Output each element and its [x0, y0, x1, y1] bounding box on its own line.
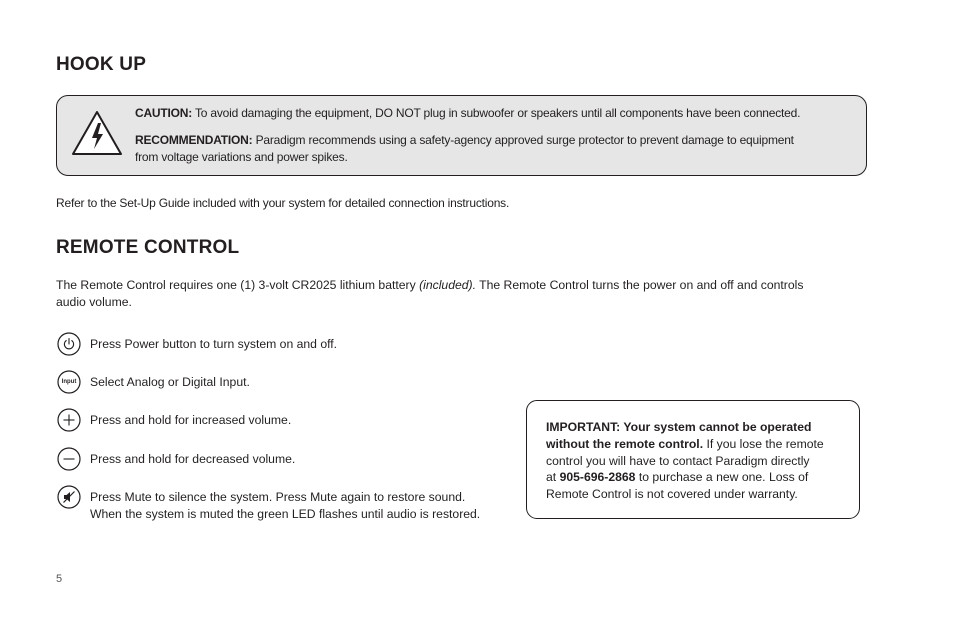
remote-intro-part2: The Remote Control turns the power on and off and controls	[475, 278, 804, 292]
page-number: 5	[56, 573, 63, 585]
warning-triangle-icon	[70, 108, 124, 158]
important-line4-rest: to purchase a new one. Loss of	[635, 470, 809, 485]
power-instruction: Press Power button to turn system on and off.	[90, 337, 338, 351]
plus-icon	[57, 408, 81, 432]
caution-label: CAUTION:	[135, 106, 193, 120]
volume-up-instruction: Press and hold for increased volume.	[90, 413, 292, 427]
recommendation-body-line1: Paradigm recommends using a safety-agency approved surge protector to prevent damage to equipment	[252, 133, 794, 147]
refer-text: Refer to the Set-Up Guide included with your system for detailed connection instructions.	[56, 196, 510, 210]
remote-intro-italic: (included).	[419, 278, 476, 292]
important-line5: Remote Control is not covered under warranty.	[546, 487, 798, 502]
input-icon	[57, 370, 81, 394]
remote-intro	[56, 277, 876, 310]
mute-instruction-line2: When the system is muted the green LED flashes until audio is restored.	[90, 507, 481, 521]
remote-control-heading: REMOTE CONTROL	[56, 237, 240, 258]
important-bold-line2: without the remote control.	[546, 436, 704, 451]
recommendation-body-line2: from voltage variations and power spikes.	[135, 150, 348, 164]
important-line3: control you will have to contact Paradigm directly	[546, 453, 810, 468]
volume-down-instruction: Press and hold for decreased volume.	[90, 452, 296, 466]
recommendation-text	[135, 132, 860, 166]
important-line2-rest: If you lose the remote	[703, 436, 824, 451]
caution-text	[135, 105, 860, 122]
recommendation-label: RECOMMENDATION:	[135, 133, 253, 147]
hookup-heading: HOOK UP	[56, 54, 147, 75]
important-bold-line1: IMPORTANT: Your system cannot be operated	[546, 420, 812, 434]
power-icon	[57, 332, 81, 356]
phone-number: 905-696-2868	[559, 470, 636, 485]
input-icon-label: Input	[61, 379, 77, 385]
remote-intro-part1: The Remote Control requires one (1) 3-volt CR2025 lithium battery	[56, 278, 420, 292]
caution-body: To avoid damaging the equipment, DO NOT plug in subwoofer or speakers until all components have been connected.	[192, 106, 801, 120]
minus-icon	[57, 447, 81, 471]
important-line4-prefix: at	[546, 470, 560, 485]
input-instruction: Select Analog or Digital Input.	[90, 375, 250, 389]
remote-intro-line2: audio volume.	[56, 294, 132, 309]
mute-icon	[57, 485, 81, 509]
important-text	[546, 419, 852, 503]
mute-instruction	[90, 489, 520, 523]
mute-instruction-line1: Press Mute to silence the system. Press Mute again to restore sound.	[90, 490, 466, 504]
